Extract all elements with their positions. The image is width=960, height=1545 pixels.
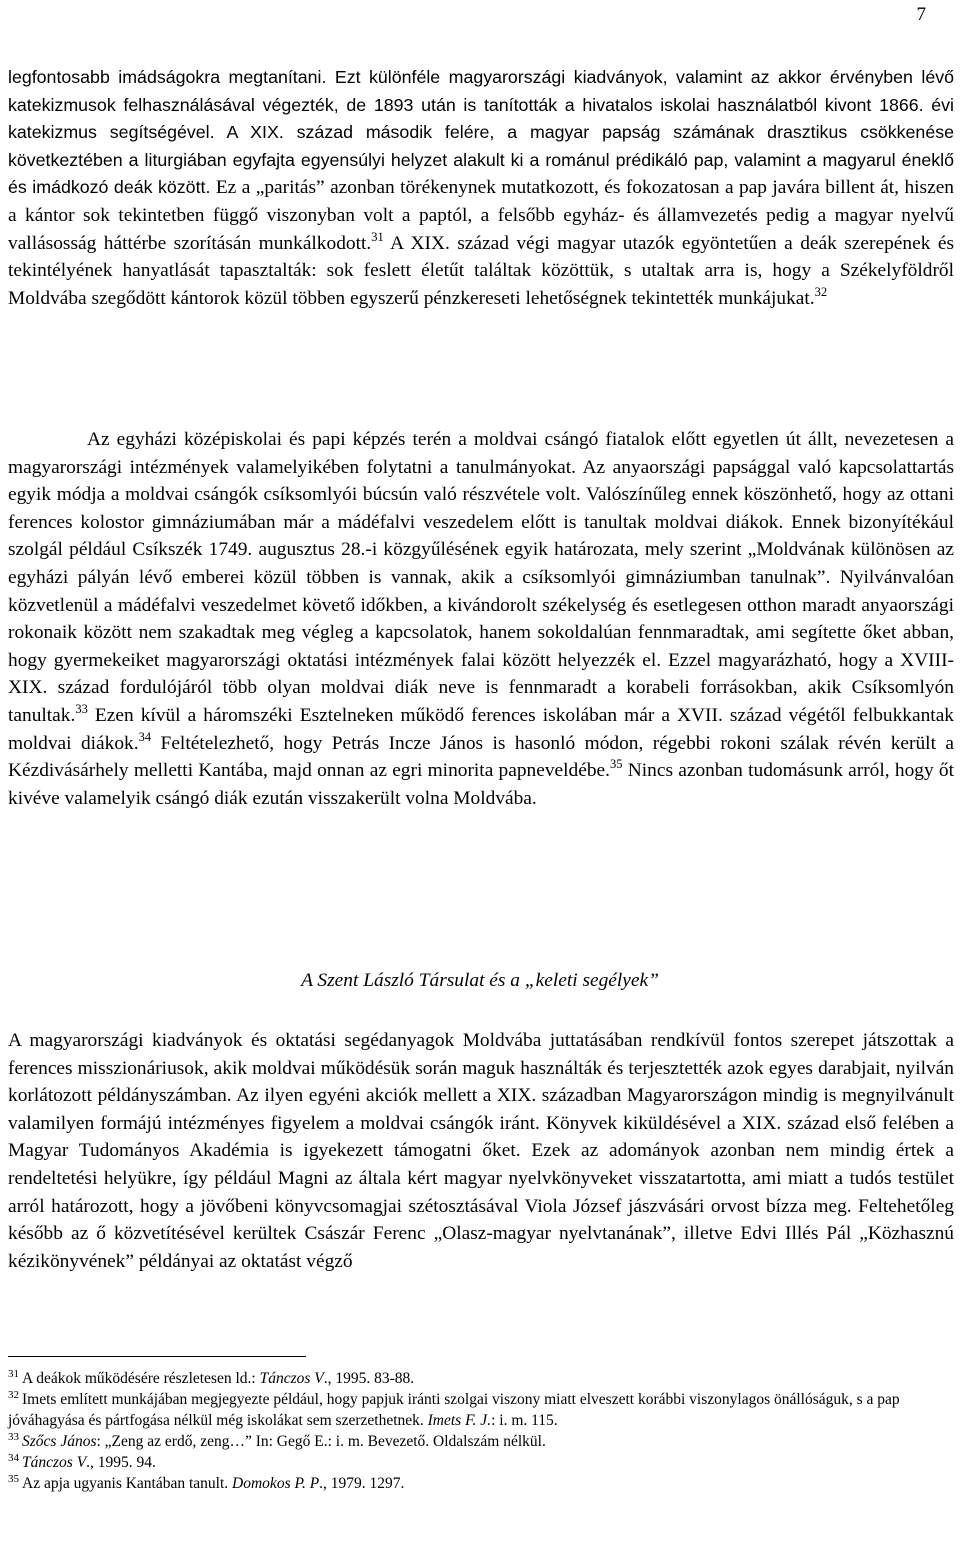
- footnote-text: A deákok működésére részletesen ld.:: [22, 1370, 260, 1387]
- paragraph-1-text-a: Ez a „paritás” azonban törékenynek mutatkozott, és fokozatosan a pap javára billent át, hiszen a kántor sok tekintetben függő viszonyban volt a paptól, a felsőbb egyház- és államvezetés pedig a magyar nyelvű vallásosság háttérbe szorításán munkálkodott.: [8, 177, 954, 254]
- section-heading: A Szent László Társulat és a „keleti segélyek”: [301, 970, 659, 991]
- paragraph-1-text-b: A XIX. század végi magyar utazók egyöntetűen a deák szerepének és tekintélyének hanyatlását tapasztalták: sok feslett életűt találtak közöttük, s utaltak arra is, hogy a Székelyföldről Moldvába szegődött kántorok közül többen egyszerű pénzkereseti lehetőségnek tekintették munkájukat.: [8, 232, 954, 309]
- paragraph-2-text-c: Feltételezhető, hogy Petrás Incze János is hasonló módon, régebbi rokoni szálak révén került a Kézdivásárhely melletti Kantába, majd onnan az egri minorita papneveldébe.: [8, 732, 954, 782]
- footnote-number: 32: [8, 1389, 19, 1401]
- footnote-ref-33: 33: [75, 701, 88, 716]
- paragraph-2: [8, 426, 954, 812]
- footnote-text: ., 1995. 83-88.: [323, 1370, 415, 1387]
- footnote-author: Imets F. J.: [427, 1412, 492, 1429]
- footnotes: [8, 1368, 954, 1494]
- footnote-author: Tánczos V: [259, 1370, 324, 1387]
- footnote-text: : i. m. 115.: [491, 1412, 558, 1429]
- footnote-text: Az apja ugyanis Kantában tanult.: [22, 1475, 233, 1492]
- footnote-32: [8, 1389, 954, 1431]
- paragraph-2-text-d: Nincs azonban tudomásunk arról, hogy őt kivéve valamelyik csángó diák ezután visszakerült volna Moldvába.: [8, 760, 954, 809]
- footnote-35: [8, 1473, 954, 1494]
- footnote-separator: [8, 1356, 306, 1357]
- paragraph-3-text: A magyarországi kiadványok és oktatási segédanyagok Moldvába juttatásában rendkívül fontos szerepet játszottak a ferences misszionáriusok, akik moldvai működésük során maguk használták és terjesztették azok egyes darabjait, nyilván korlátozott példányszámban. Az ilyen egyéni akciók mellett a XIX. században Magyarországon mindig is megnyilvánult valamilyen formájú intézményes figyelem a moldvai csángók iránt. Könyvek kiküldésével a XIX. század első felében a Magyar Tudományos Akadémia is igyekezett támogatni őket. Ezek az adományok azonban nem mindig értek a rendeltetési helyükre, így például Magni az általa kért magyar nyelvkönyveket visszatartotta, ami miatt a tudós testület arról határozott, hogy a jövőbeni könyvcsomagjai szétosztásával Viola József jászvásári orvost bízza meg. Feltehetőleg később az ő közvetítésével kerültek Császár Ferenc „Olasz-magyar nyelvtanának”, illetve Edvi Illés Pál „Közhasznú kézikönyvének” példányai az oktatást végző: [8, 1030, 954, 1272]
- footnote-number: 34: [8, 1452, 19, 1464]
- footnote-text: : „Zeng az erdő, zeng…” In: Gegő E.: i. m. Bevezető. Oldalszám nélkül.: [96, 1433, 546, 1450]
- paragraph-1-sans-text: legfontosabb imádságokra megtanítani. Ezt különféle magyarországi kiadványok, valamint az akkor érvényben lévő katekizmusok felhasználásával végezték, de 1893 után is tanították a hivatalos iskolai használatból kivont 1866. évi katekizmus segítségével. A XIX. század második felére, a magyar papság számának drasztikus csökkenése következtében a liturgiában egyfajta egyensúlyi helyzet alakult ki a románul prédikáló pap, valamint a magyarul éneklő és imádkozó deák között.: [8, 67, 954, 198]
- footnote-author: Domokos P. P: [232, 1475, 320, 1492]
- footnote-31: [8, 1368, 954, 1389]
- footnote-text: ., 1979. 1297.: [319, 1475, 405, 1492]
- footnote-text: ., 1995. 94.: [86, 1454, 156, 1471]
- paragraph-1: [8, 64, 954, 312]
- footnote-34: [8, 1452, 954, 1473]
- footnote-number: 33: [8, 1431, 19, 1443]
- footnote-ref-34: 34: [138, 729, 152, 744]
- footnote-number: 35: [8, 1473, 19, 1485]
- paragraph-2-text-a: Az egyházi középiskolai és papi képzés terén a moldvai csángó fiatalok előtt egyetlen út állt, nevezetesen a magyarországi intézmények valamelyikében folytatni a tanulmányokat. Az anyaországi papsággal való kapcsolattartás egyik módja a moldvai csángók csíksomlyói búcsún való részvétele volt. Valószínűleg ennek köszönhető, hogy az ottani ferences kolostor gimnáziumában már a mádéfalvi veszedelem előtt is tanultak moldvai diákok. Ennek bizonyítékául szolgál például Csíkszék 1749. augusztus 28.-i közgyűlésének egyik határozata, mely szerint „Moldvának különösen az egyházi pályán lévő emberei közül többen is vannak, akik a csíksomlyói gimnáziumban tanulnak”. Nyilvánvalóan közvetlenül a mádéfalvi veszedelmet követő időkben, a kivándorolt székelység és esetlegesen otthon maradt anyaországi rokonaik között nem szakadtak meg végleg a kapcsolatok, hanem sokoldalúan fennmaradtak, ami segítette őket abban, hogy gyermekeiket magyarországi oktatási intézmények falai között helyezzék el. Ezzel magyarázható, hogy a XVIII-XIX. század fordulójáról több olyan moldvai diák neve is fennmaradt a korabeli forrásokban, akik Csíksomlyón tanultak.: [8, 429, 954, 726]
- paragraph-3: [8, 1027, 954, 1275]
- footnote-ref-32: 32: [814, 284, 828, 299]
- footnote-33: [8, 1431, 954, 1452]
- footnote-author: Tánczos V: [22, 1454, 87, 1471]
- footnote-number: 31: [8, 1368, 19, 1380]
- footnote-text: Imets említett munkájában megjegyezte például, hogy papjuk iránti szolgai viszony miatt elveszett korábbi viszonylagos önállóságuk, s a pap jóváhagyása és pártfogása nélkül még iskolákat sem szerzethetnek.: [8, 1391, 900, 1429]
- footnote-ref-35: 35: [610, 757, 623, 772]
- page-number: 7: [916, 4, 926, 25]
- footnote-author: Szőcs János: [22, 1433, 97, 1450]
- footnote-ref-31: 31: [371, 229, 384, 244]
- paragraph-2-text-b: Ezen kívül a háromszéki Esztelneken működő ferences iskolában már a XVII. század végétől felbukkantak moldvai diákok.: [8, 704, 954, 754]
